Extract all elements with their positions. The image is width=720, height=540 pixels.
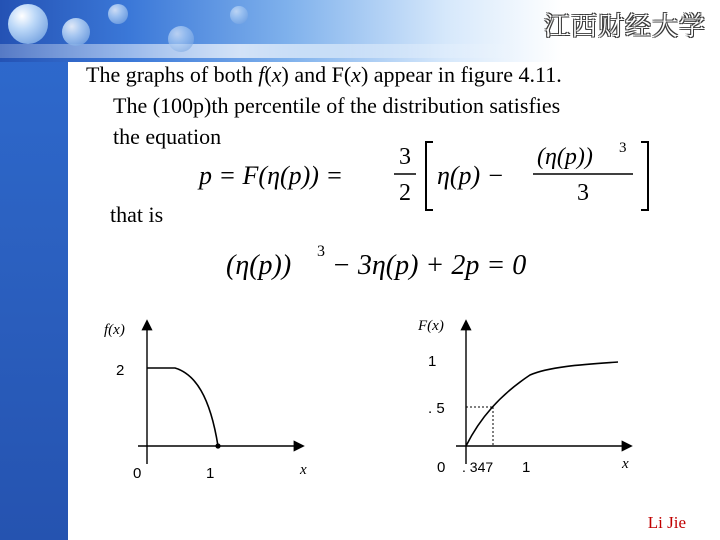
- pdf-curve: [147, 368, 218, 446]
- cdf-curve: [466, 362, 618, 446]
- eq1-lhs: p = F(η(p)) =: [199, 161, 344, 190]
- paragraph-line-1: [86, 62, 562, 88]
- eq1-inner-exp: 3: [619, 140, 627, 156]
- banner-bubble: [230, 6, 248, 24]
- pdf-xtick-1: 1: [206, 465, 215, 482]
- header-banner: [0, 0, 720, 62]
- eq2-rest: − 3η(p) + 2p = 0: [332, 250, 527, 281]
- banner-bubble: [8, 4, 48, 44]
- pdf-xtick-0: 0: [133, 465, 142, 482]
- eq1-frac-den: 2: [399, 180, 411, 206]
- left-decor-strip: [0, 0, 68, 540]
- pdf-curve-end: [215, 443, 220, 448]
- paragraph-line-3: the equation: [113, 124, 222, 149]
- eq1-inner-num: (η(p)): [537, 144, 593, 170]
- pdf-graph: [104, 322, 307, 482]
- cdf-xtick-1: 1: [522, 459, 531, 476]
- cdf-ytick-half: . 5: [428, 400, 445, 417]
- eq2-term1: (η(p)): [226, 250, 292, 281]
- paragraph-line-4: that is: [110, 202, 164, 227]
- banner-bubble: [108, 4, 128, 24]
- equation-cubic: [222, 238, 592, 288]
- institution-name: 江西财经大学: [543, 12, 706, 42]
- eq1-inner-den: 3: [577, 180, 589, 206]
- eq1-right-bracket: [641, 142, 648, 210]
- pdf-xlabel: x: [300, 462, 307, 478]
- pdf-ylabel: f(x): [104, 322, 125, 338]
- cdf-xlabel: x: [622, 456, 629, 472]
- cdf-graph: [417, 318, 630, 476]
- paragraph-line-2: The (100p)th percentile of the distribution satisfies: [113, 93, 561, 118]
- banner-bubble: [62, 18, 90, 46]
- text-segment: f: [258, 62, 265, 87]
- text-segment: x: [351, 62, 361, 87]
- cdf-ylabel: F(x): [418, 318, 444, 334]
- text-segment: ) and F(: [281, 62, 352, 87]
- eq1-left-bracket: [426, 142, 433, 210]
- text-segment: ) appear in figure 4.11.: [360, 62, 562, 87]
- eq1-frac-num: 3: [399, 144, 411, 170]
- eq2-term1-exp: 3: [317, 243, 325, 260]
- eq1-inner-left: η(p) −: [437, 161, 505, 190]
- text-segment: x: [271, 62, 282, 87]
- equation-percentile: [195, 138, 665, 220]
- banner-bubble: [168, 26, 194, 52]
- text-segment: The graphs of both: [86, 62, 259, 87]
- cdf-xtick-347: . 347: [462, 459, 494, 475]
- text-segment: (: [264, 62, 272, 87]
- cdf-xtick-0: 0: [437, 459, 446, 476]
- banner-light-band: [0, 44, 520, 58]
- figure-4-11: [90, 300, 650, 490]
- author-credit: Li Jie: [647, 513, 686, 532]
- cdf-ytick-1: 1: [428, 353, 437, 370]
- pdf-ytick-2: 2: [116, 362, 125, 379]
